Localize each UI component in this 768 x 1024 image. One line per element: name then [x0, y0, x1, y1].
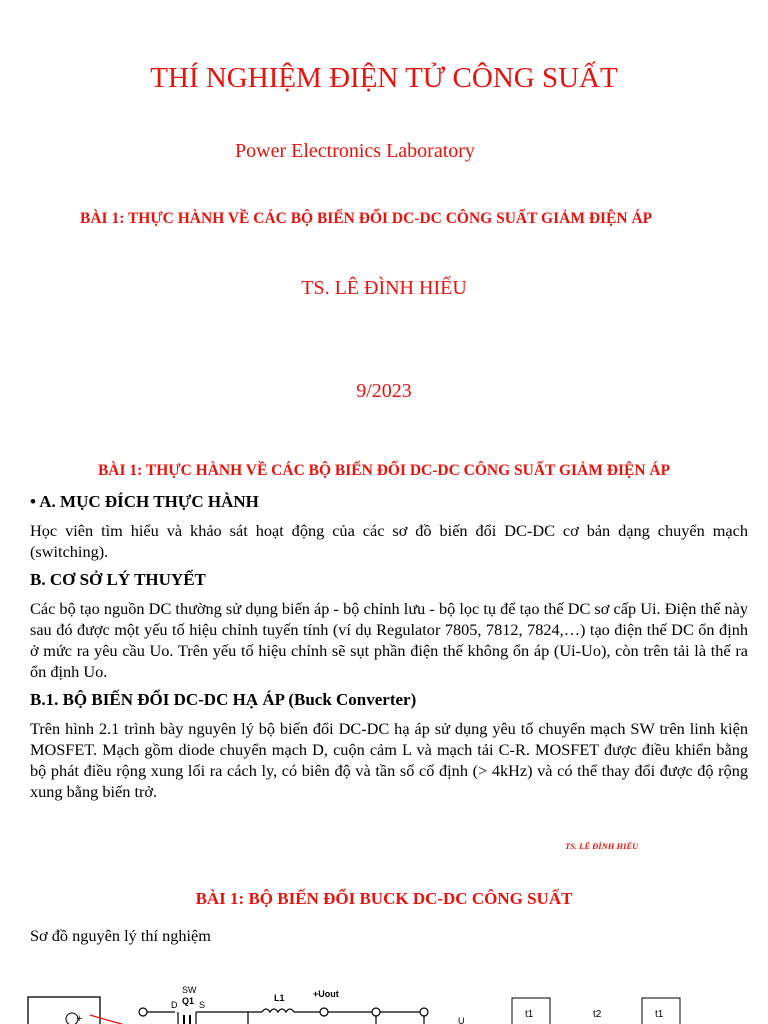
- lesson-title-repeat: BÀI 1: THỰC HÀNH VỀ CÁC BỘ BIẾN ĐỔI DC-DC CÔNG SUẤT GIẢM ĐIỆN ÁP: [97, 462, 671, 479]
- plus-label: +: [76, 1013, 83, 1024]
- lesson-title: BÀI 1: THỰC HÀNH VỀ CÁC BỘ BIẾN ĐỔI DC-DC CÔNG SUẤT GIẢM ĐIỆN ÁP: [80, 210, 653, 227]
- paragraph-theory: Các bộ tạo nguồn DC thường sử dụng biến áp - bộ chỉnh lưu - bộ lọc tụ để tạo thế DC sơ cấp Ui. Điện thế này sau đó được một yếu tố hiệu chỉnh tuyến tính (ví dụ Regulator 7805, 7812, 7824,…) tạo điện thế DC ổn định ở mức ra yêu cầu Uo. Trên yếu tố hiệu chỉnh sẽ sụt phần điện thế không ổn áp (Ui-Uo), còn trên tải là thế ra ổn định Uo.: [30, 599, 748, 681]
- heading-purpose: [30, 492, 259, 512]
- source-box: [28, 997, 100, 1024]
- inductor-coil: [262, 1009, 294, 1012]
- heading-buck-converter: B.1. BỘ BIẾN ĐỔI DC-DC HẠ ÁP (Buck Converter): [30, 690, 417, 709]
- diagram-caption: Sơ đồ nguyên lý thí nghiệm: [30, 926, 211, 945]
- load-terminal: [420, 1008, 428, 1016]
- circuit-diagram: [0, 975, 768, 1024]
- mosfet-label: Q1: [182, 996, 195, 1006]
- document-subtitle: Power Electronics Laboratory: [235, 140, 475, 162]
- svg-text:U: U: [458, 1016, 465, 1024]
- lesson-buck-title: BÀI 1: BỘ BIẾN ĐỔI BUCK DC-DC CÔNG SUẤT: [195, 889, 573, 908]
- bullet-icon: •: [30, 492, 40, 511]
- uout-label: +Uout: [313, 989, 339, 999]
- switch-label: SW: [182, 985, 197, 995]
- source-pin-label: S: [199, 1000, 206, 1010]
- heading-purpose-text: A. MỤC ĐÍCH THỰC HÀNH: [39, 492, 259, 511]
- inductor-label: L1: [274, 993, 285, 1003]
- t1-label: t1: [525, 1009, 534, 1020]
- document-title: THÍ NGHIỆM ĐIỆN TỬ CÔNG SUẤT: [150, 62, 618, 94]
- heading-theory: B. CƠ SỞ LÝ THUYẾT: [30, 570, 206, 589]
- paragraph-purpose: Học viên tìm hiểu và khảo sát hoạt động của các sơ đồ biến đổi DC-DC cơ bản dạng chuyển mạch (switching).: [30, 521, 748, 561]
- drain-label: D: [171, 1000, 178, 1010]
- t2-label: t2: [593, 1009, 602, 1020]
- capacitor-terminal: [372, 1008, 380, 1016]
- author-name: TS. LÊ ĐÌNH HIẾU: [301, 277, 467, 299]
- probe-wire: [90, 1015, 122, 1024]
- output-terminal: [320, 1008, 328, 1016]
- t1b-label: t1: [655, 1009, 664, 1020]
- footer-author: TS. LÊ ĐÌNH HIẾU: [565, 841, 639, 851]
- input-terminal: [139, 1008, 147, 1016]
- paragraph-buck-converter: Trên hình 2.1 trình bày nguyên lý bộ biến đổi DC-DC hạ áp sử dụng yêu tố chuyển mạch SW trên linh kiện MOSFET. Mạch gồm diode chuyển mạch D, cuộn cảm L và mạch tải C-R. MOSFET được điều khiển bằng bộ phát điều rộng xung lối ra cách ly, có biên độ và tần số cố định (> 4kHz) và có thể thay đổi được độ rộng xung bằng biến trở.: [30, 719, 748, 801]
- document-date: 9/2023: [356, 380, 412, 402]
